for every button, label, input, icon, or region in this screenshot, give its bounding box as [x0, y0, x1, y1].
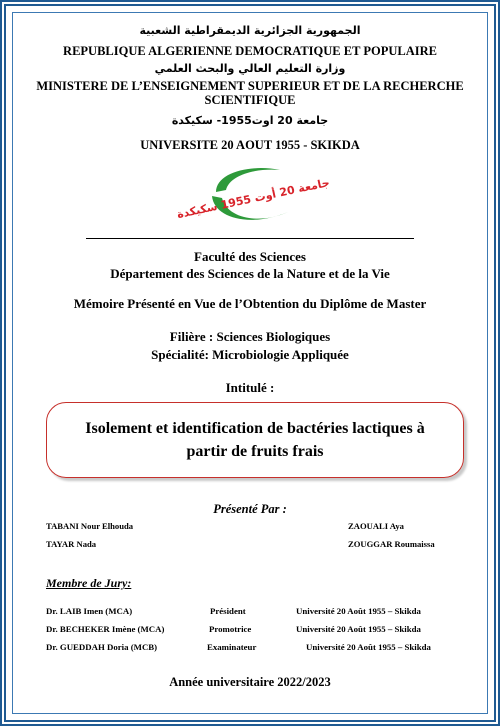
jury-member-role: Promotrice	[209, 624, 252, 634]
university-logo	[175, 162, 331, 228]
jury-member-role: Examinateur	[207, 642, 257, 652]
jury-member-university: Université 20 Août 1955 – Skikda	[296, 606, 421, 616]
ministry-name	[6, 79, 494, 107]
arabic-ministry: وزارة التعليم العالي والبحث العلمي	[154, 62, 346, 75]
separator-line	[86, 238, 414, 239]
ministry-line2: SCIENTIFIQUE	[204, 93, 296, 107]
thesis-title-box	[46, 402, 464, 478]
university-name: UNIVERSITE 20 AOUT 1955 - SKIKDA	[140, 138, 360, 152]
filiere: Filière : Sciences Biologiques	[169, 329, 331, 344]
department-name: Département des Sciences de la Nature et de la Vie	[110, 266, 390, 281]
republic-name: REPUBLIQUE ALGERIENNE DEMOCRATIQUE ET POPULAIRE	[63, 44, 437, 58]
logo-text: جامعة 20 أوت 1955 سكيكدة	[175, 176, 331, 222]
academic-year: Année universitaire 2022/2023	[169, 675, 331, 689]
jury-member-university: Université 20 Août 1955 – Skikda	[306, 642, 431, 652]
student-name: ZAOUALI Aya	[348, 521, 404, 531]
thesis-title-line2: partir de fruits frais	[186, 443, 324, 460]
intitule-label: Intitulé :	[225, 380, 275, 395]
student-name: TAYAR Nada	[46, 539, 97, 549]
thesis-title-line1: Isolement et identification de bactéries lactiques à	[85, 419, 425, 437]
thesis-title	[55, 417, 455, 463]
jury-member-name: Dr. GUEDDAH Doria (MCB)	[46, 642, 158, 652]
logo-graphic	[175, 162, 331, 228]
jury-heading: Membre de Jury:	[46, 576, 132, 590]
student-name: TABANI Nour Elhouda	[46, 521, 134, 531]
presented-by-label: Présenté Par :	[213, 502, 287, 516]
memoire-statement: Mémoire Présenté en Vue de l’Obtention du Diplôme de Master	[73, 296, 427, 311]
jury-member-university: Université 20 Août 1955 – Skikda	[296, 624, 421, 634]
jury-member-name: Dr. LAIB Imen (MCA)	[46, 606, 133, 616]
student-name: ZOUGGAR Roumaissa	[348, 539, 435, 549]
arabic-republic: الجمهورية الجزائرية الديمقراطية الشعبية	[139, 24, 361, 37]
jury-member-role: Président	[210, 606, 246, 616]
jury-member-name: Dr. BECHEKER Imène (MCA)	[46, 624, 165, 634]
arabic-university: جامعة 20 اوت1955- سكيكدة	[171, 114, 329, 127]
ministry-line1: MINISTERE DE L’ENSEIGNEMENT SUPERIEUR ET DE LA RECHERCHE	[36, 79, 464, 93]
specialite: Spécialité: Microbiologie Appliquée	[151, 347, 349, 362]
faculty-name: Faculté des Sciences	[194, 249, 306, 264]
